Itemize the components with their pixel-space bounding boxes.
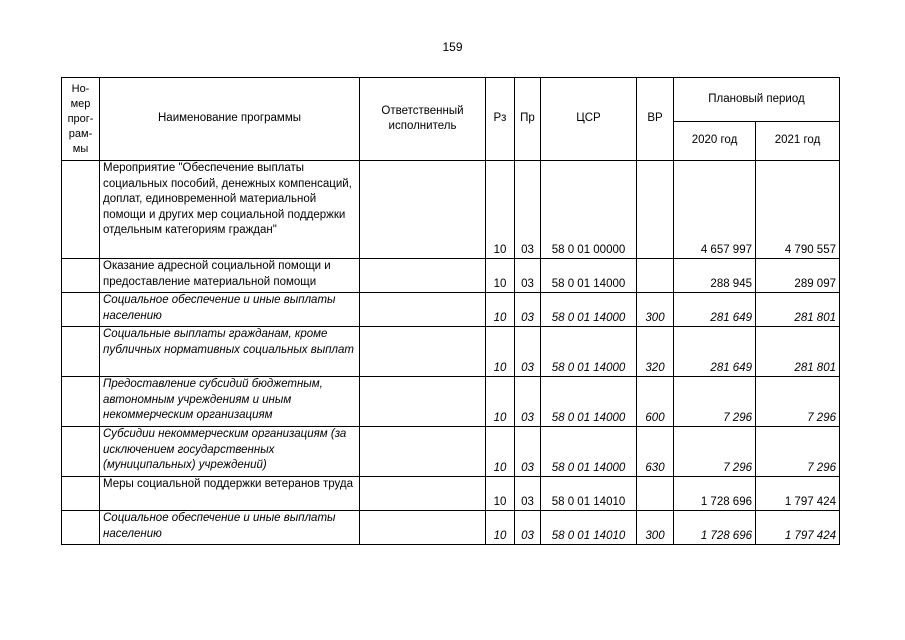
year-2021-cell: 289 097: [756, 259, 840, 293]
responsible-cell: [360, 161, 486, 259]
num-cell: [62, 511, 100, 545]
vr-cell: [637, 259, 674, 293]
pr-cell: 03: [515, 161, 541, 259]
header-rz: Рз: [486, 78, 515, 161]
program-name-cell: Социальное обеспечение и иные выплаты населению: [100, 293, 360, 327]
header-row: [62, 78, 840, 122]
responsible-cell: [360, 259, 486, 293]
table-row: [62, 293, 840, 327]
table-row: [62, 377, 840, 427]
year-2021-cell: 7 296: [756, 377, 840, 427]
rz-cell: 10: [486, 427, 515, 477]
csr-cell: 58 0 01 14000: [541, 427, 637, 477]
year-2021-cell: 1 797 424: [756, 511, 840, 545]
header-planned-period: Плановый период: [674, 78, 840, 122]
vr-cell: 320: [637, 327, 674, 377]
header-year-2021: 2021 год: [756, 122, 840, 161]
num-cell: [62, 427, 100, 477]
rz-cell: 10: [486, 293, 515, 327]
year-2020-cell: 4 657 997: [674, 161, 756, 259]
year-2021-cell: 281 801: [756, 293, 840, 327]
program-name-cell: Предоставление субсидий бюджетным, автономным учреждениям и иным некоммерческим организациям: [100, 377, 360, 427]
table-body: [62, 161, 840, 545]
rz-cell: 10: [486, 259, 515, 293]
table-row: [62, 161, 840, 259]
vr-cell: [637, 161, 674, 259]
csr-cell: 58 0 01 14000: [541, 327, 637, 377]
program-name-cell: Меры социальной поддержки ветеранов труда: [100, 477, 360, 511]
program-name-cell: Мероприятие "Обеспечение выплаты социальных пособий, денежных компенсаций, доплат, единовременной материальной помощи и других мер социальной поддержки отдельным категориям граждан": [100, 161, 360, 259]
table-row: [62, 259, 840, 293]
responsible-cell: [360, 293, 486, 327]
program-name-cell: Субсидии некоммерческим организациям (за исключением государственных (муниципальных) учреждений): [100, 427, 360, 477]
header-program-number: [62, 78, 100, 161]
program-name-cell: Социальное обеспечение и иные выплаты населению: [100, 511, 360, 545]
csr-cell: 58 0 01 14000: [541, 293, 637, 327]
pr-cell: 03: [515, 293, 541, 327]
program-name-cell: Оказание адресной социальной помощи и предоставление материальной помощи: [100, 259, 360, 293]
pr-cell: 03: [515, 327, 541, 377]
header-csr: ЦСР: [541, 78, 637, 161]
vr-cell: 300: [637, 293, 674, 327]
num-cell: [62, 327, 100, 377]
program-name-cell: Социальные выплаты гражданам, кроме публичных нормативных социальных выплат: [100, 327, 360, 377]
vr-cell: 600: [637, 377, 674, 427]
table-row: [62, 477, 840, 511]
rz-cell: 10: [486, 377, 515, 427]
pr-cell: 03: [515, 477, 541, 511]
year-2020-cell: 7 296: [674, 427, 756, 477]
pr-cell: 03: [515, 511, 541, 545]
year-2020-cell: 281 649: [674, 327, 756, 377]
responsible-cell: [360, 477, 486, 511]
year-2020-cell: 1 728 696: [674, 477, 756, 511]
csr-cell: 58 0 01 14000: [541, 377, 637, 427]
responsible-cell: [360, 427, 486, 477]
csr-cell: 58 0 01 14010: [541, 511, 637, 545]
budget-table: [61, 77, 840, 545]
header-vr: ВР: [637, 78, 674, 161]
pr-cell: 03: [515, 377, 541, 427]
csr-cell: 58 0 01 14010: [541, 477, 637, 511]
header-pr: Пр: [515, 78, 541, 161]
year-2021-cell: 7 296: [756, 427, 840, 477]
header-program-number-label: Но- мер прог- рам- мы: [67, 82, 94, 155]
year-2020-cell: 1 728 696: [674, 511, 756, 545]
header-program-name: Наименование программы: [100, 78, 360, 161]
pr-cell: 03: [515, 259, 541, 293]
table-row: [62, 327, 840, 377]
vr-cell: 300: [637, 511, 674, 545]
header-year-2020: 2020 год: [674, 122, 756, 161]
vr-cell: 630: [637, 427, 674, 477]
header-responsible: Ответственный исполнитель: [360, 78, 486, 161]
csr-cell: 58 0 01 00000: [541, 161, 637, 259]
rz-cell: 10: [486, 327, 515, 377]
responsible-cell: [360, 327, 486, 377]
year-2021-cell: 4 790 557: [756, 161, 840, 259]
rz-cell: 10: [486, 161, 515, 259]
year-2020-cell: 281 649: [674, 293, 756, 327]
num-cell: [62, 377, 100, 427]
rz-cell: 10: [486, 477, 515, 511]
num-cell: [62, 161, 100, 259]
rz-cell: 10: [486, 511, 515, 545]
csr-cell: 58 0 01 14000: [541, 259, 637, 293]
year-2020-cell: 288 945: [674, 259, 756, 293]
num-cell: [62, 259, 100, 293]
page-number: 159: [442, 40, 463, 54]
vr-cell: [637, 477, 674, 511]
num-cell: [62, 293, 100, 327]
table-row: [62, 511, 840, 545]
table-row: [62, 427, 840, 477]
responsible-cell: [360, 377, 486, 427]
year-2021-cell: 281 801: [756, 327, 840, 377]
year-2020-cell: 7 296: [674, 377, 756, 427]
num-cell: [62, 477, 100, 511]
pr-cell: 03: [515, 427, 541, 477]
year-2021-cell: 1 797 424: [756, 477, 840, 511]
responsible-cell: [360, 511, 486, 545]
